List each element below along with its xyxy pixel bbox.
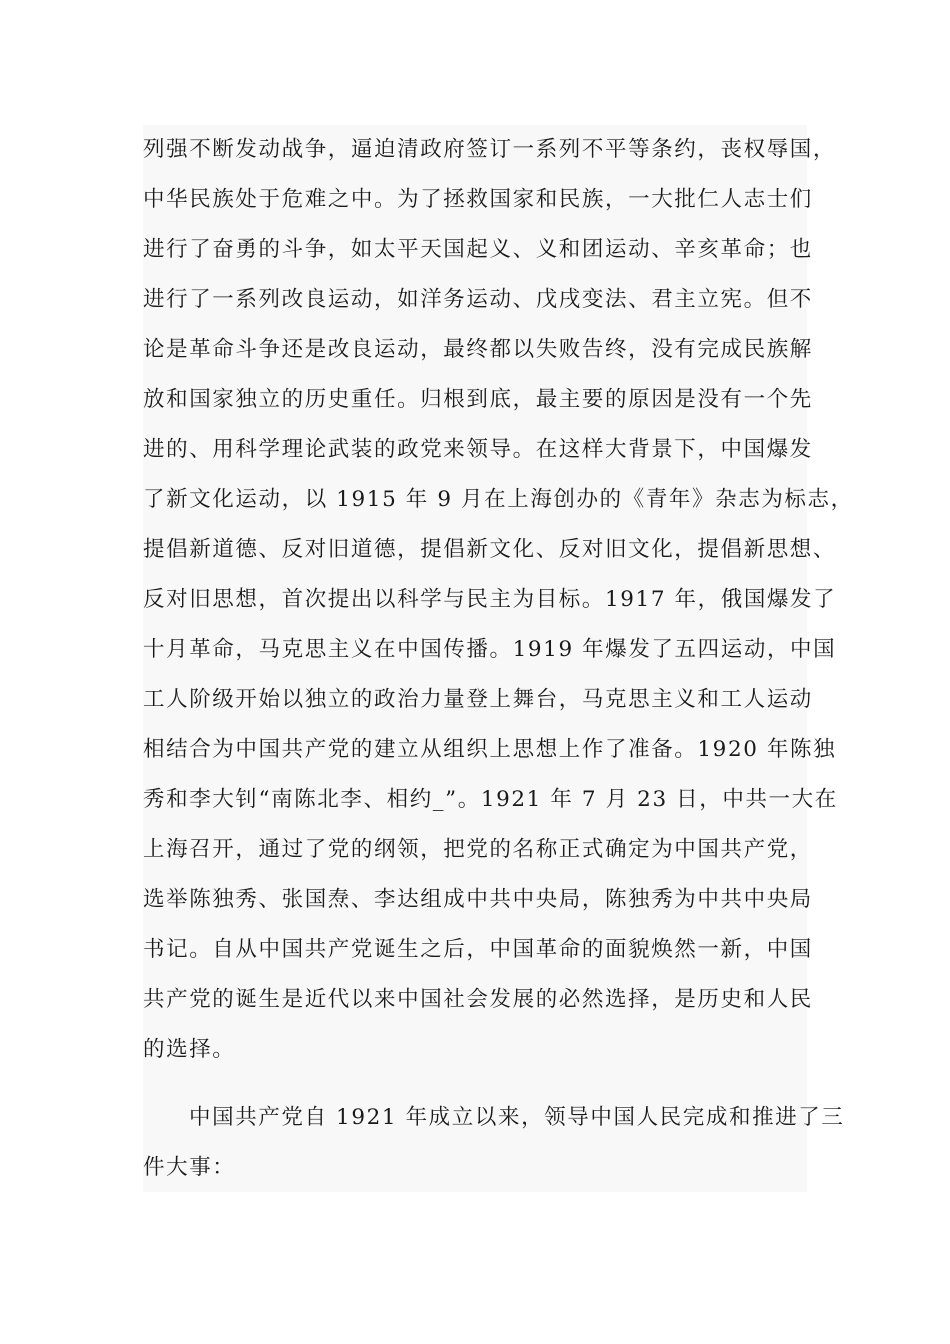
text-line: 十月革命，马克思主义在中国传播。1919 年爆发了五四运动，中国 (143, 637, 837, 662)
text-line: 的选择。 (143, 1037, 236, 1062)
text-line: 列强不断发动战争，逼迫清政府签订一系列不平等条约，丧权辱国， (143, 137, 837, 162)
text-line: 中华民族处于危难之中。为了拯救国家和民族，一大批仁人志士们 (143, 187, 813, 212)
text-line: 件大事： (143, 1155, 236, 1180)
text-line: 工人阶级开始以独立的政治力量登上舞台，马克思主义和工人运动 (143, 687, 813, 712)
text-line: 提倡新道德、反对旧道德，提倡新文化、反对旧文化，提倡新思想、 (143, 537, 837, 562)
text-line: 进行了奋勇的斗争，如太平天国起义、义和团运动、辛亥革命；也 (143, 237, 813, 262)
text-line: 秀和李大钊“南陈北李、相约_”。1921 年 7 月 23 日，中共一大在 (143, 787, 838, 812)
text-line: 了新文化运动，以 1915 年 9 月在上海创办的《青年》杂志为标志， (143, 487, 854, 512)
text-line: 论是革命斗争还是改良运动，最终都以失败告终，没有完成民族解 (143, 337, 813, 362)
text-line: 放和国家独立的历史重任。归根到底，最主要的原因是没有一个先 (143, 387, 813, 412)
text-line: 书记。自从中国共产党诞生之后，中国革命的面貌焕然一新，中国 (143, 937, 813, 962)
text-line: 选举陈独秀、张国焘、李达组成中共中央局，陈独秀为中共中央局 (143, 887, 813, 912)
text-line: 进的、用科学理论武装的政党来领导。在这样大背景下，中国爆发 (143, 437, 813, 462)
text-line: 进行了一系列改良运动，如洋务运动、戊戌变法、君主立宪。但不 (143, 287, 813, 312)
text-line: 反对旧思想，首次提出以科学与民主为目标。1917 年，俄国爆发了 (143, 587, 837, 612)
text-line: 共产党的诞生是近代以来中国社会发展的必然选择，是历史和人民 (143, 987, 813, 1012)
paragraph-three-events (143, 1093, 845, 1193)
paragraph-history (143, 125, 854, 1075)
text-block (143, 125, 854, 1192)
text-line: 上海召开，通过了党的纲领，把党的名称正式确定为中国共产党， (143, 837, 813, 862)
text-line: 相结合为中国共产党的建立从组织上思想上作了准备。1920 年陈独 (143, 737, 837, 762)
text-line: 中国共产党自 1921 年成立以来，领导中国人民完成和推进了三 (189, 1105, 845, 1130)
